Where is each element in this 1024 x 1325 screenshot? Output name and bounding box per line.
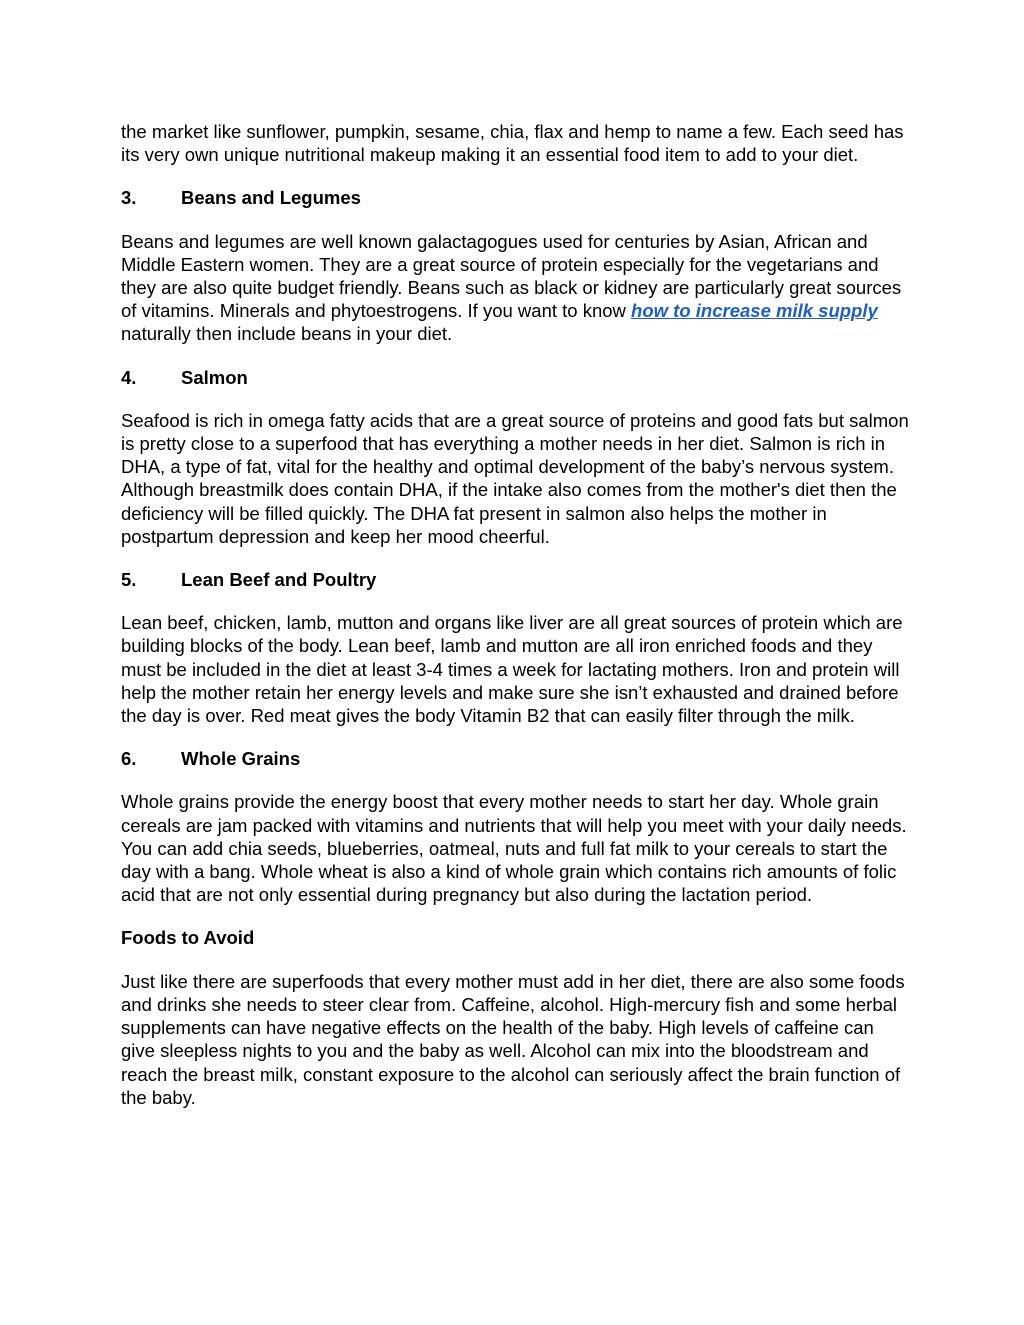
section-heading-beans xyxy=(121,186,911,209)
section-number: 6. xyxy=(121,748,137,770)
section-paragraph-foods-to-avoid: Just like there are superfoods that every mother must add in her diet, there are also some foods and drinks she needs to steer clear from. Caffeine, alcohol. High-mercury fish and some herbal supplements can have negative effects on the health of the baby. High levels of caffeine can give sleepless nights to you and the baby as well. Alcohol can mix into the bloodstream and reach the breast milk, constant exposure to the alcohol can seriously affect the brain function of the baby. xyxy=(121,970,905,1108)
section-title: Whole Grains xyxy=(181,748,301,770)
section-number: 3. xyxy=(121,187,137,209)
paragraph-text: naturally then include beans in your diet. xyxy=(121,323,453,345)
paragraph-text: Beans and legumes are well known galactagogues used for centuries by Asian, African and Middle Eastern women. They are a great source of protein especially for the vegetarians and they are also quite budget friendly. Beans such as black or kidney are particularly great sources of vitamins. Minerals and phytoestrogens. If you want to know xyxy=(121,230,902,322)
section-paragraph-salmon: Seafood is rich in omega fatty acids that are a great source of proteins and good fats but salmon is pretty close to a superfood that has everything a mother needs in her diet. Salmon is rich in DHA, a type of fat, vital for the healthy and optimal development of the baby’s nervous system. Although breastmilk does contain DHA, if the intake also comes from the mother's diet then the deficiency will be filled quickly. The DHA fat present in salmon also helps the mother in postpartum depression and keep her mood cheerful. xyxy=(121,409,909,547)
section-heading-foods-to-avoid xyxy=(121,926,911,949)
section-paragraph-whole-grains: Whole grains provide the energy boost that every mother needs to start her day. Whole grain cereals are jam packed with vitamins and nutrients that will help you meet with your daily needs. You can add chia seeds, blueberries, oatmeal, nuts and full fat milk to your cereals to start the day with a bang. Whole wheat is also a kind of whole grain which contains rich amounts of folic acid that are not only essential during pregnancy but also during the lactation period. xyxy=(121,791,907,906)
section-title: Lean Beef and Poultry xyxy=(181,569,377,591)
section-paragraph-lean-beef: Lean beef, chicken, lamb, mutton and organs like liver are all great sources of protein which are building blocks of the body. Lean beef, lamb and mutton are all iron enriched foods and they must be included in the diet at least 3-4 times a week for lactating mothers. Iron and protein will help the mother retain her energy levels and make sure she isn’t exhausted and drained before the day is over. Red meat gives the body Vitamin B2 that can easily filter through the milk. xyxy=(121,612,903,727)
increase-milk-supply-link[interactable]: how to increase milk supply xyxy=(631,300,878,322)
intro-paragraph: the market like sunflower, pumpkin, sesame, chia, flax and hemp to name a few. Each seed has its very own unique nutritional makeup making it an essential food item to add to your diet. xyxy=(121,121,904,166)
section-heading-lean-beef xyxy=(121,568,911,591)
section-heading-whole-grains xyxy=(121,747,911,770)
section-paragraph-beans xyxy=(121,230,911,346)
section-number: 5. xyxy=(121,569,137,591)
section-title: Salmon xyxy=(181,366,248,388)
section-number: 4. xyxy=(121,366,137,388)
section-heading-salmon xyxy=(121,366,911,389)
section-title: Beans and Legumes xyxy=(181,187,361,209)
document-page xyxy=(121,120,911,1129)
section-title: Foods to Avoid xyxy=(121,927,255,949)
